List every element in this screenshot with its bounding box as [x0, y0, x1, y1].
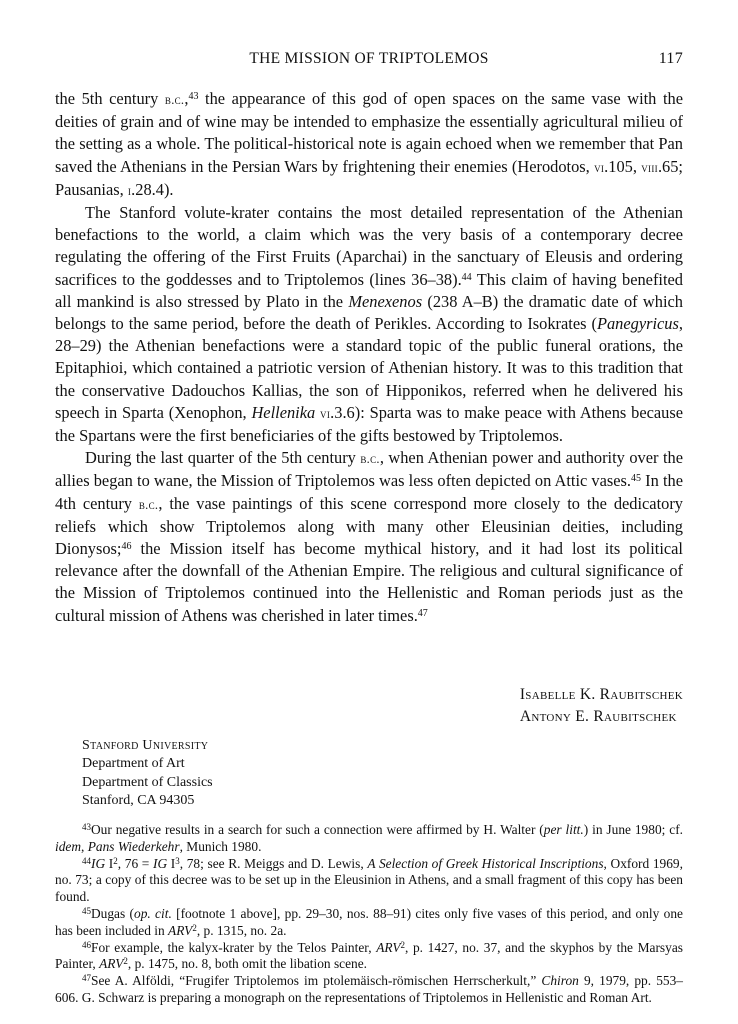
italic-text: Hellenika [251, 402, 316, 422]
text-run: , 28–29) the Athenian benefactions were a standard topic of the public funeral orations, the Epitaphioi, which contained a patriotic version of Athenian history. It was to this tradition that the conservative Dadouchos Kallias, the son of Hipponikos, referred when he delivered his speech in Sparta (Xenophon, [55, 314, 683, 422]
text-run: ) in June 1980; cf. [583, 822, 684, 837]
text-run: , [81, 838, 88, 854]
text-run: the 5th century [55, 89, 165, 108]
footnote-marker: 47 [417, 607, 428, 619]
superscript: 2 [113, 855, 118, 866]
italic-text: Chiron [541, 973, 579, 989]
footnote-44 [55, 856, 683, 906]
university-name: Stanford University [82, 738, 209, 753]
superscript: 43 [82, 822, 91, 832]
text-run: , p. 1427, no. 37, and the skyphos by the Marsyas Painter, [55, 939, 683, 972]
text-run: , p. 1475, no. 8, both omit the libation scene. [127, 956, 368, 972]
superscript: 3 [175, 855, 180, 866]
text-run: See A. Alföldi, “Frugifer Triptolemos im ptolemäisch-römischen Herrscherkult,” [91, 973, 542, 989]
superscript: 2 [400, 939, 405, 950]
text-run: , when Athenian power and authority over the allies began to wane, the Mission of Triptolemos was less often depicted on Attic vases. [55, 448, 683, 491]
small-caps-text: b.c. [138, 497, 159, 512]
paragraph-1 [55, 88, 683, 202]
footnote-marker: 44 [461, 271, 472, 283]
text-run: , the vase paintings of this scene correspond more closely to the dedicatory reliefs which show Triptolemos along with many other Eleusinian deities, including Dionysos; [55, 493, 683, 559]
paragraph-2 [55, 202, 683, 447]
footnote-47 [55, 973, 683, 1007]
text-run: Our negative results in a search for such a connection were affirmed by H. Walter ( [91, 822, 544, 837]
italic-text: IG [91, 855, 106, 871]
italic-text: per litt. [543, 822, 584, 837]
superscript: 45 [82, 905, 91, 916]
text-run: The Stanford volute-krater contains the most detailed representation of the Athenian benefactions to the world, a claim which was the very basis of a contemporary decree regulating the offering of the First Fruits (Aparchai) in the sanctuary of Eleusis and ordering sacrifices to the goddesses and to Triptolemos (lines 36–38). [55, 203, 683, 289]
italic-text: IG [152, 855, 168, 871]
small-caps-text: b.c. [164, 93, 185, 107]
running-head [55, 50, 683, 72]
department-line: Department of Classics [82, 774, 213, 790]
paragraph-3 [55, 447, 683, 627]
italic-text: A Selection of Greek Historical Inscriptions [367, 855, 604, 871]
page-number: 117 [658, 50, 683, 67]
text-run: .28.4). [131, 179, 174, 199]
small-caps-text: b.c. [360, 452, 380, 467]
department-line: Department of Art [82, 756, 185, 772]
superscript: 2 [192, 922, 197, 933]
text-run: During the last quarter of the 5th century [85, 448, 361, 468]
superscript: 46 [82, 939, 91, 950]
text-run: , 76 = [117, 855, 153, 871]
italic-text: idem [55, 838, 82, 854]
small-caps-text: i [127, 183, 132, 198]
text-run: 9, 1979, pp. 553–606. G. Schwarz is preparing a monograph on the representations of Triptolemos in Hellenistic and Roman Art. [55, 973, 683, 1005]
italic-text: ARV [376, 939, 401, 955]
text-run: .3.6): Sparta was to make peace with Athens because the Spartans were the first beneficiaries of the gifts bestowed by Triptolemos. [55, 402, 683, 446]
italic-text: Panegyricus [596, 314, 679, 334]
text-run: [footnote 1 above], pp. 29–30, nos. 88–91) cites only five vases of this period, and only one has been included in [55, 905, 683, 938]
affiliation [82, 737, 213, 811]
small-caps-text: vi [320, 406, 331, 421]
text-run: the Mission itself has become mythical history, and it had lost its political relevance after the downfall of the Athenian Empire. The religious and cultural significance of the Mission of Triptolemos continued into the Hellenistic and Roman periods just as the cultural mission of Athens was cherished in later times. [55, 539, 683, 625]
italic-text: ARV [99, 956, 124, 972]
italic-text: ARV [168, 922, 193, 938]
text-run: the appearance of this god of open spaces on the same vase with the deities of grain and of wine may be intended to emphasize the essentially agricultural milieu of the setting as a whole. The political-historical note is again echoed when we remember that Pan saved the Athenians in the Persian Wars by frightening their enemies (Herodotos, [55, 89, 683, 176]
footnote-marker: 43 [188, 91, 199, 102]
text-run: Dugas ( [91, 905, 134, 921]
text-run: , p. 1315, no. 2a. [196, 922, 287, 938]
address-line: Stanford, CA 94305 [82, 793, 195, 809]
small-caps-text: viii [641, 160, 658, 175]
text-run: (238 A–B) the dramatic date of which belongs to the same period, before the death of Perikles. According to Isokrates ( [55, 291, 683, 334]
author-name: Antony E. Raubitschek [519, 708, 677, 725]
text-run: For example, the kalyx-krater by the Telos Painter, [91, 939, 377, 955]
running-title: THE MISSION OF TRIPTOLEMOS [249, 50, 489, 67]
superscript: 2 [123, 956, 128, 967]
footnote-marker: 46 [121, 541, 132, 553]
italic-text: op. cit. [134, 905, 172, 921]
footnote-marker: 45 [631, 473, 642, 485]
italic-text: Menexenos [348, 291, 423, 311]
text-run: This claim of having benefited all mankind is also stressed by Plato in the [55, 269, 683, 311]
author-name: Isabelle K. Raubitschek [519, 686, 683, 703]
footnote-45 [55, 906, 683, 940]
text-run: In the 4th century [55, 471, 683, 513]
footnotes [55, 822, 683, 1007]
text-run: I [105, 855, 114, 871]
body-text [55, 88, 683, 627]
author-signature [520, 684, 683, 728]
text-run: I [167, 855, 176, 871]
superscript: 47 [82, 973, 91, 984]
text-run: , 78; see R. Meiggs and D. Lewis, [179, 855, 368, 871]
text-run: , Oxford 1969, no. 73; a copy of this decree was to be set up in the Eleusinion in Athens, and a small fragment of this copy has been found. [55, 855, 683, 905]
text-run: .65; Pausanias, [55, 156, 683, 199]
footnote-43 [55, 822, 683, 856]
italic-text: Pans Wiederkehr [87, 838, 180, 854]
superscript: 44 [82, 855, 91, 866]
text-run: .105, [604, 156, 642, 176]
small-caps-text: vi [594, 160, 605, 175]
footnote-46 [55, 940, 683, 974]
text-run: , [184, 89, 189, 108]
text-run: , Munich 1980. [179, 838, 262, 854]
